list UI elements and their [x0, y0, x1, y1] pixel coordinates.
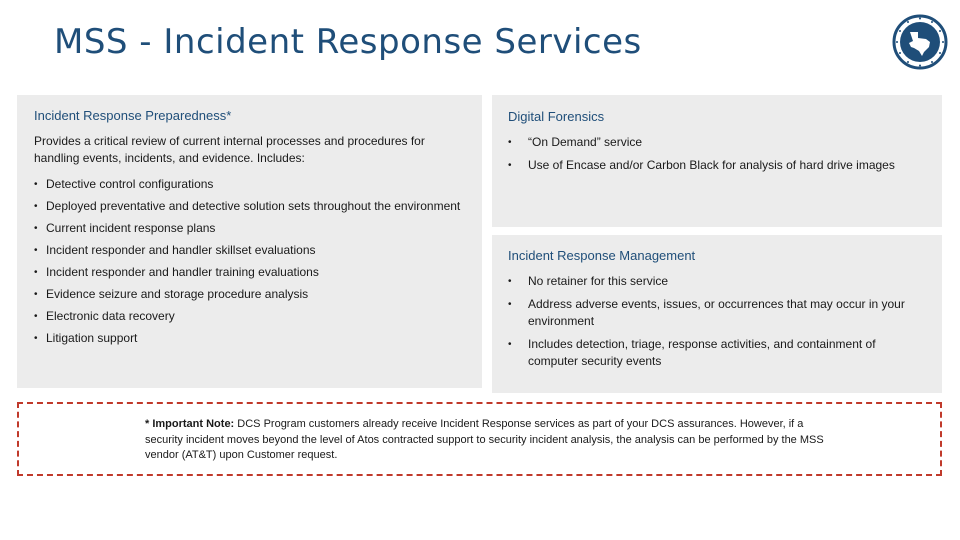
- management-panel: [492, 235, 942, 393]
- important-note-body: DCS Program customers already receive Incident Response services as part of your DCS assurances. However, if a security incident moves beyond the level of Atos contracted support to security incident analysis, the analysis can be performed by the MSS vendor (AT&T) upon Customer request.: [145, 418, 824, 461]
- list-item: • No retainer for this service: [508, 273, 926, 290]
- forensics-panel: [492, 95, 942, 227]
- list-item: • Litigation support: [34, 330, 465, 347]
- preparedness-panel: [17, 95, 482, 388]
- forensics-list: [508, 134, 926, 174]
- list-item: • Current incident response plans: [34, 220, 465, 237]
- important-note-label: * Important Note:: [145, 418, 235, 430]
- list-item: • Electronic data recovery: [34, 308, 465, 325]
- list-item: • “On Demand” service: [508, 134, 926, 151]
- preparedness-intro: Provides a critical review of current internal processes and procedures for handling events, incidents, and evidence. Includes:: [34, 134, 425, 165]
- management-list: [508, 273, 926, 370]
- list-item: • Incident responder and handler training evaluations: [34, 264, 465, 281]
- management-heading: Incident Response Management: [508, 248, 696, 263]
- slide-title: MSS - Incident Response Services: [54, 22, 642, 62]
- list-item: • Incident responder and handler skillset evaluations: [34, 242, 465, 259]
- list-item: • Address adverse events, issues, or occurrences that may occur in your environment: [508, 296, 926, 330]
- preparedness-heading: Incident Response Preparedness*: [34, 108, 232, 123]
- list-item: • Evidence seizure and storage procedure analysis: [34, 286, 465, 303]
- forensics-heading: Digital Forensics: [508, 109, 605, 124]
- important-note-text: [145, 417, 825, 464]
- preparedness-list: [34, 176, 465, 347]
- list-item: • Includes detection, triage, response activities, and containment of computer security events: [508, 336, 926, 370]
- list-item: • Deployed preventative and detective solution sets throughout the environment: [34, 198, 465, 215]
- important-note-box: [17, 402, 942, 476]
- list-item: • Use of Encase and/or Carbon Black for analysis of hard drive images: [508, 157, 926, 174]
- list-item: • Detective control configurations: [34, 176, 465, 193]
- texas-state-seal-icon: [892, 14, 948, 70]
